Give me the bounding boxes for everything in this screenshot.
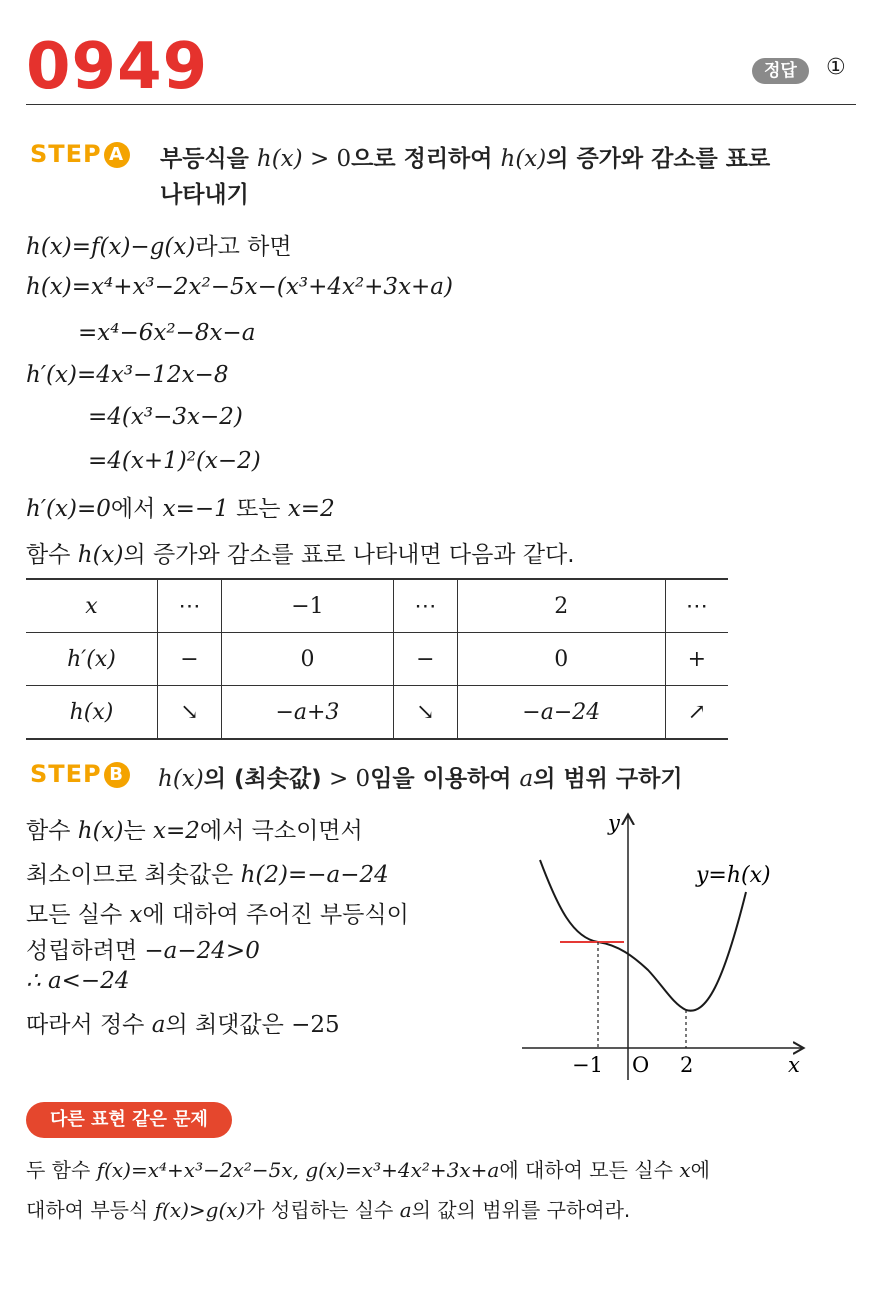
table-cell: − (393, 633, 457, 686)
step-b-title: h(x)의 (최솟값) > 0임을 이용하여 a의 범위 구하기 (158, 766, 683, 792)
table-cell: 0 (457, 633, 665, 686)
solution-b-line-2: 최소이므로 최솟값은 h(2)=−a−24 (26, 862, 389, 888)
table-cell: −a+3 (222, 686, 394, 740)
solution-b-line-5: ∴ a<−24 (26, 968, 130, 994)
similar-problem-line-1: 두 함수 f(x)=x⁴+x³−2x²−5x, g(x)=x³+4x²+3x+a에 대하여 모든 실수 x에 (26, 1158, 710, 1182)
step-a-title-line2: 나타내기 (160, 182, 249, 208)
header-divider (26, 104, 856, 105)
table-cell: h(x) (26, 686, 157, 740)
solution-line-4: h′(x)=4x³−12x−8 (26, 362, 229, 388)
similar-problem-line-2: 대하여 부등식 f(x)>g(x)가 성립하는 실수 a의 값의 범위를 구하여라. (26, 1198, 631, 1222)
table-row (26, 579, 728, 633)
table-cell: + (665, 633, 728, 686)
step-a-title: 부등식을 h(x) > 0으로 정리하여 h(x)의 증가와 감소를 표로 (160, 146, 771, 172)
solution-line-2: h(x)=x⁴+x³−2x²−5x−(x³+4x²+3x+a) (26, 274, 453, 300)
step-b-label: STEP B (30, 760, 130, 788)
answer-value: ① (826, 55, 846, 80)
table-cell: −a−24 (457, 686, 665, 740)
solution-line-7: h′(x)=0에서 x=−1 또는 x=2 (26, 496, 335, 522)
table-cell: x (26, 579, 157, 633)
problem-number: 0949 (26, 30, 209, 104)
origin-label: O (632, 1053, 650, 1077)
table-cell: 0 (222, 633, 394, 686)
table-cell: ↘ (157, 686, 221, 740)
table-cell: ⋯ (157, 579, 221, 633)
solution-line-5: =4(x³−3x−2) (88, 404, 243, 430)
table-row (26, 633, 728, 686)
step-b-circle: B (104, 762, 130, 788)
x-axis-label: x (788, 1053, 800, 1077)
curve-label: y=h(x) (696, 863, 771, 888)
solution-b-line-6: 따라서 정수 a의 최댓값은 −25 (26, 1012, 340, 1038)
table-cell: 2 (457, 579, 665, 633)
solution-b-line-4: 성립하려면 −a−24>0 (26, 938, 260, 964)
tick-label-minus1: −1 (572, 1053, 603, 1077)
step-a-circle: A (104, 142, 130, 168)
answer-badge: 정답 (752, 58, 809, 84)
solution-b-line-3: 모든 실수 x에 대하여 주어진 부등식이 (26, 902, 409, 928)
solution-b-line-1: 함수 h(x)는 x=2에서 극소이면서 (26, 818, 363, 844)
table-cell: −1 (222, 579, 394, 633)
solution-line-6: =4(x+1)²(x−2) (88, 448, 261, 474)
y-axis-label: y (608, 811, 620, 835)
table-cell: ⋯ (393, 579, 457, 633)
solution-line-3: =x⁴−6x²−8x−a (78, 320, 256, 346)
increase-decrease-table (26, 578, 728, 740)
table-cell: − (157, 633, 221, 686)
solution-line-1: h(x)=f(x)−g(x)라고 하면 (26, 234, 292, 260)
table-cell: ↘ (393, 686, 457, 740)
step-a-label: STEP A (30, 140, 130, 168)
table-cell: h′(x) (26, 633, 157, 686)
table-cell: ⋯ (665, 579, 728, 633)
tick-label-2: 2 (680, 1053, 694, 1077)
function-graph (518, 808, 818, 1092)
similar-problem-badge: 다른 표현 같은 문제 (26, 1102, 232, 1138)
table-cell: ↗ (665, 686, 728, 740)
table-row (26, 686, 728, 740)
solution-line-8: 함수 h(x)의 증가와 감소를 표로 나타내면 다음과 같다. (26, 542, 575, 568)
